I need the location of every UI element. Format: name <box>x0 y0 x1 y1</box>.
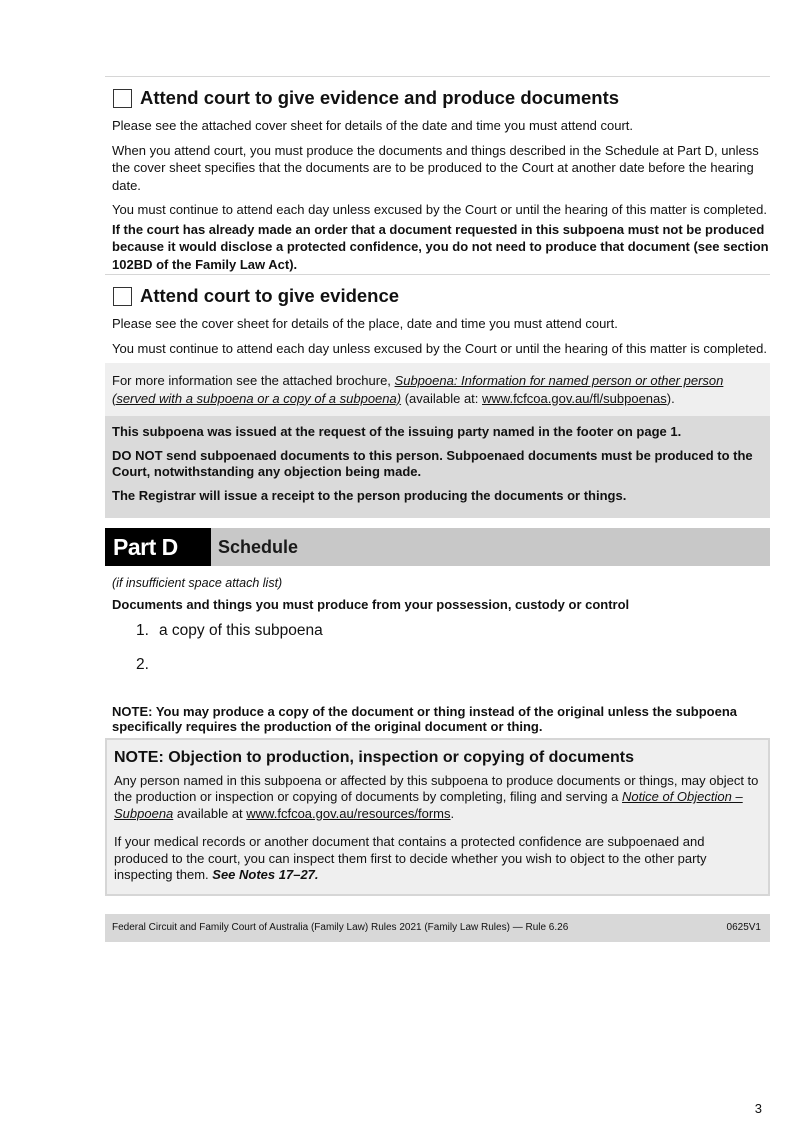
option-attend-produce <box>105 87 770 273</box>
see-notes-ref: See Notes 17–27. <box>212 867 319 882</box>
notice-of-objection-link[interactable]: Notice of Objection – Subpoena <box>114 789 743 821</box>
option-title: Attend court to give evidence and produce documents <box>140 87 620 108</box>
info-text: (available at: <box>401 390 483 406</box>
form-code: 0625V1 <box>726 922 761 933</box>
objection-note-box <box>105 738 770 896</box>
page-footer <box>105 914 770 942</box>
part-title: Schedule <box>218 536 299 557</box>
paragraph: When you attend court, you must produce the documents and things described in the Schedule at Part D, unless the cover sheet specifies that the documents are to be produced to the Court at another date before the hearing date. <box>112 142 759 193</box>
objection-title: NOTE: Objection to production, inspection or copying of documents <box>114 748 634 766</box>
footer-rule-text: Federal Circuit and Family Court of Australia (Family Law) Rules 2021 (Family Law Rules) — Rule 6.26 <box>112 922 569 933</box>
schedule-heading: Documents and things you must produce from your possession, custody or control <box>112 597 630 612</box>
warning-text: The Registrar will issue a receipt to the person producing the documents or things. <box>112 488 627 503</box>
info-text: ). <box>666 390 675 406</box>
attach-list-note: (if insufficient space attach list) <box>112 576 283 590</box>
copy-note: NOTE: You may produce a copy of the document or thing instead of the original unless the subpoena specifically requires the production of the original document or thing. <box>112 703 738 734</box>
forms-url-link[interactable]: www.fcfcoa.gov.au/resources/forms <box>246 805 451 821</box>
warning-text: This subpoena was issued at the request of the issuing party named in the footer on page 1. <box>112 424 682 439</box>
document-page <box>105 76 770 942</box>
objection-paragraph: If your medical records or another document that contains a protected confidence are subpoenaed and produced to the court, you can inspect them first to decide whether you wish to object to the other party inspecting them. See Notes 17–27. <box>114 834 707 882</box>
option-attend-evidence <box>105 285 770 357</box>
part-d-header <box>105 528 770 566</box>
protected-confidence-note: If the court has already made an order that a document requested in this subpoena must not be produced because it would disclose a protected confidence, you do not need to produce that document (see section 102BD of the Family Law Act). <box>112 221 769 272</box>
warning-text: DO NOT send subpoenaed documents to this person. Subpoenaed documents must be produced to the Court, notwithstanding any objection being made. <box>112 448 753 479</box>
paragraph: You must continue to attend each day unless excused by the Court or until the hearing of this matter is completed. <box>112 202 767 217</box>
option-title: Attend court to give evidence <box>140 285 400 306</box>
paragraph: You must continue to attend each day unless excused by the Court or until the hearing of this matter is completed. <box>112 340 767 356</box>
paragraph: Please see the cover sheet for details of the place, date and time you must attend court. <box>112 316 618 331</box>
info-text: For more information see the attached brochure, <box>112 373 395 388</box>
section-divider <box>105 76 770 77</box>
part-label: Part D <box>105 528 211 566</box>
attend-produce-checkbox[interactable] <box>113 89 132 108</box>
attend-evidence-checkbox[interactable] <box>113 287 132 306</box>
brochure-link[interactable]: Subpoena: Information for named person or other person (served with a subpoena or a copy of a subpoena) <box>112 373 724 406</box>
page-number: 3 <box>754 1101 762 1116</box>
subpoenas-url-link[interactable]: www.fcfcoa.gov.au/fl/subpoenas <box>482 390 667 406</box>
section-divider <box>105 274 770 275</box>
issuing-party-warning-box <box>105 416 770 518</box>
list-item: 2. <box>136 655 149 673</box>
list-item: 1. a copy of this subpoena <box>136 621 323 639</box>
schedule-list <box>105 622 770 674</box>
brochure-info-box <box>105 363 770 416</box>
objection-paragraph: Any person named in this subpoena or affected by this subpoena to produce documents or things, may object to the production or inspection or copying of documents by completing, filing and serving a Notice of Objection – Subpoena available at www.fcfcoa.gov.au/resources/forms. <box>114 772 759 821</box>
paragraph: Please see the attached cover sheet for details of the date and time you must attend court. <box>112 118 634 133</box>
